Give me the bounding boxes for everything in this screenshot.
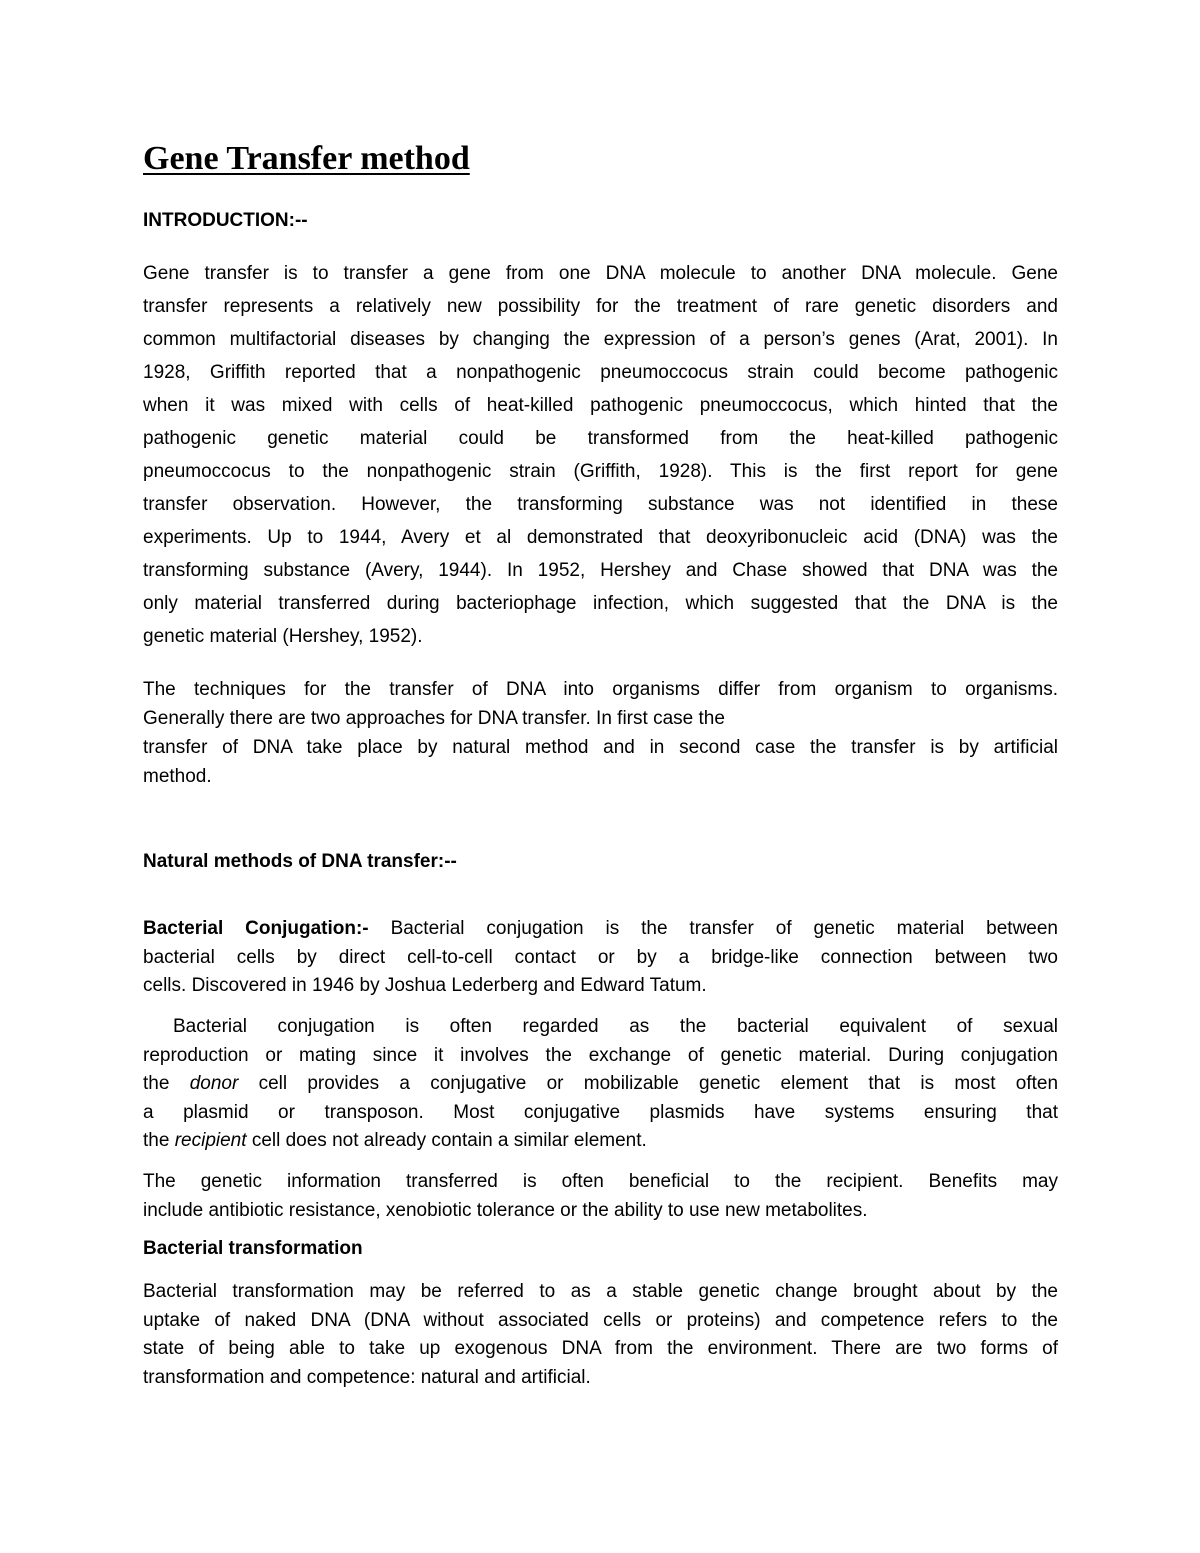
equivalent-line [143, 1127, 1058, 1156]
techniques-line: Generally there are two approaches for DNA transfer. In first case the [143, 708, 725, 729]
introduction-heading: INTRODUCTION:-- [143, 210, 308, 231]
intro-line: common multifactorial diseases by changing the expression of a person’s genes (Arat, 2001). In [143, 329, 1058, 350]
techniques-paragraph [143, 675, 1058, 791]
conjugation-line [143, 915, 1058, 944]
conjugation-line-text: Bacterial conjugation is the transfer of genetic material between [390, 918, 1058, 939]
intro-line: Gene transfer is to transfer a gene from one DNA molecule to another DNA molecule. Gene [143, 263, 1058, 284]
intro-line: transfer represents a relatively new possibility for the treatment of rare genetic disorders and [143, 296, 1058, 317]
introduction-paragraph [143, 257, 1058, 653]
equivalent-text: the [143, 1130, 170, 1151]
intro-line: genetic material (Hershey, 1952). [143, 626, 423, 647]
equivalent-line: Bacterial conjugation is often regarded as the bacterial equivalent of sexual [173, 1016, 1058, 1037]
donor-term: donor [189, 1073, 239, 1094]
intro-line: transfer observation. However, the transforming substance was not identified in these [143, 494, 1058, 515]
intro-line: pneumoccocus to the nonpathogenic strain (Griffith, 1928). This is the first report for gene [143, 461, 1058, 482]
equivalent-text: cell does not already contain a similar element. [251, 1130, 647, 1151]
equivalent-line: reproduction or mating since it involves the exchange of genetic material. During conjugation [143, 1044, 1058, 1066]
natural-methods-heading: Natural methods of DNA transfer:-- [143, 851, 457, 872]
conjugation-line: cells. Discovered in 1946 by Joshua Lederberg and Edward Tatum. [143, 975, 707, 996]
intro-line: pathogenic genetic material could be transformed from the heat-killed pathogenic [143, 428, 1058, 449]
equivalent-line [143, 1070, 1058, 1099]
transformation-paragraph [143, 1278, 1058, 1392]
benefits-paragraph [143, 1168, 1058, 1225]
equivalent-text: cell provides a conjugative or mobilizable genetic element that is most often [258, 1073, 1059, 1094]
benefits-line: include antibiotic resistance, xenobiotic tolerance or the ability to use new metabolites. [143, 1199, 868, 1221]
conjugation-paragraph [143, 915, 1058, 1001]
conjugation-line: bacterial cells by direct cell-to-cell contact or by a bridge-like connection between two [143, 946, 1058, 968]
document-title: Gene Transfer method [143, 140, 470, 177]
equivalent-text: the [143, 1073, 170, 1094]
intro-line: experiments. Up to 1944, Avery et al demonstrated that deoxyribonucleic acid (DNA) was the [143, 527, 1058, 548]
transformation-line: Bacterial transformation may be referred to as a stable genetic change brought about by the [143, 1281, 1058, 1302]
transformation-line: transformation and competence: natural and artificial. [143, 1366, 591, 1388]
techniques-line: method. [143, 766, 212, 787]
conjugation-label: Bacterial Conjugation:- [143, 918, 369, 939]
equivalent-line: a plasmid or transposon. Most conjugative plasmids have systems ensuring that [143, 1101, 1058, 1123]
intro-line: only material transferred during bacteriophage infection, which suggested that the DNA is the [143, 593, 1058, 614]
transformation-line: uptake of naked DNA (DNA without associated cells or proteins) and competence refers to the [143, 1309, 1058, 1331]
benefits-line: The genetic information transferred is often beneficial to the recipient. Benefits may [143, 1171, 1058, 1192]
intro-line: when it was mixed with cells of heat-killed pathogenic pneumoccocus, which hinted that the [143, 395, 1058, 416]
intro-line: 1928, Griffith reported that a nonpathogenic pneumoccocus strain could become pathogenic [143, 362, 1058, 383]
transformation-line: state of being able to take up exogenous DNA from the environment. There are two forms of [143, 1338, 1058, 1359]
intro-line: transforming substance (Avery, 1944). In 1952, Hershey and Chase showed that DNA was the [143, 560, 1058, 581]
equivalent-paragraph [143, 1013, 1058, 1156]
recipient-term: recipient [174, 1130, 247, 1151]
techniques-line: transfer of DNA take place by natural method and in second case the transfer is by artificial [143, 737, 1058, 758]
transformation-heading: Bacterial transformation [143, 1238, 363, 1259]
techniques-line: The techniques for the transfer of DNA into organisms differ from organism to organisms. [143, 679, 1058, 700]
